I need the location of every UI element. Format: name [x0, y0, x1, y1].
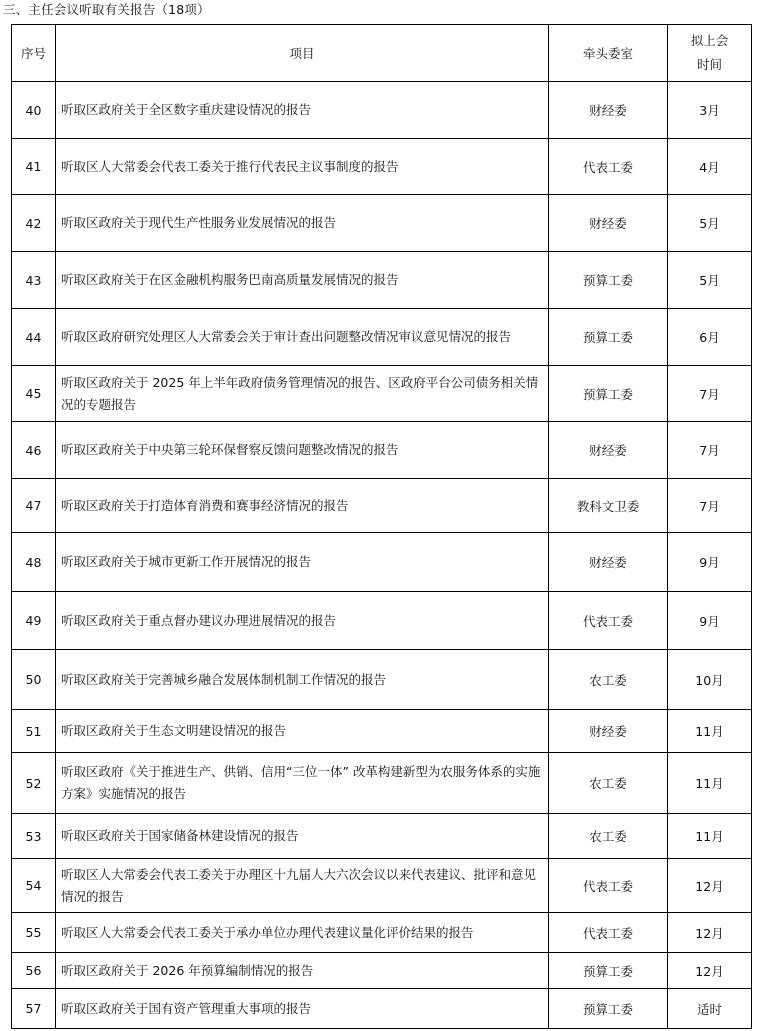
- header-dept: 牵头委室: [549, 25, 668, 82]
- table-header-row: [12, 25, 752, 82]
- table-row: [12, 139, 752, 195]
- table-row: [12, 82, 752, 139]
- row-num: 44: [12, 309, 56, 366]
- row-time: 11月: [668, 710, 752, 753]
- table-row: [12, 592, 752, 650]
- row-num: 40: [12, 82, 56, 139]
- row-num: 41: [12, 139, 56, 195]
- row-dept: 财经委: [549, 710, 668, 753]
- table-row: [12, 479, 752, 533]
- row-time: 5月: [668, 252, 752, 309]
- row-dept: 预算工委: [549, 366, 668, 422]
- table-row: [12, 913, 752, 953]
- row-time: 7月: [668, 366, 752, 422]
- row-item: 听取区政府关于重点督办建议办理进展情况的报告: [56, 592, 549, 650]
- row-dept: 农工委: [549, 814, 668, 859]
- row-item: 听取区政府关于国家储备林建设情况的报告: [56, 814, 549, 859]
- row-num: 52: [12, 753, 56, 814]
- row-item: 听取区人大常委会代表工委关于承办单位办理代表建议量化评价结果的报告: [56, 913, 549, 953]
- row-dept: 教科文卫委: [549, 479, 668, 533]
- row-num: 56: [12, 953, 56, 989]
- table-row: [12, 859, 752, 913]
- row-item: 听取区人大常委会代表工委关于推行代表民主议事制度的报告: [56, 139, 549, 195]
- table-row: [12, 366, 752, 422]
- row-num: 45: [12, 366, 56, 422]
- row-item: 听取区政府关于生态文明建设情况的报告: [56, 710, 549, 753]
- row-dept: 预算工委: [549, 252, 668, 309]
- row-dept: 代表工委: [549, 859, 668, 913]
- row-time: 11月: [668, 753, 752, 814]
- row-time: 3月: [668, 82, 752, 139]
- row-dept: 代表工委: [549, 592, 668, 650]
- row-item: 听取区政府关于打造体育消费和赛事经济情况的报告: [56, 479, 549, 533]
- row-num: 48: [12, 533, 56, 592]
- row-time: 适时: [668, 989, 752, 1029]
- row-item: 听取区政府研究处理区人大常委会关于审计查出问题整改情况审议意见情况的报告: [56, 309, 549, 366]
- table-row: [12, 533, 752, 592]
- table-row: [12, 650, 752, 710]
- header-item: 项目: [56, 25, 549, 82]
- row-item: 听取区政府关于全区数字重庆建设情况的报告: [56, 82, 549, 139]
- row-item: 听取区人大常委会代表工委关于办理区十九届人大六次会议以来代表建议、批评和意见情况的报告: [56, 859, 549, 913]
- row-item: 听取区政府关于城市更新工作开展情况的报告: [56, 533, 549, 592]
- table-row: [12, 753, 752, 814]
- row-time: 6月: [668, 309, 752, 366]
- table-row: [12, 195, 752, 252]
- row-item: 听取区政府关于现代生产性服务业发展情况的报告: [56, 195, 549, 252]
- row-item: 听取区政府关于完善城乡融合发展体制机制工作情况的报告: [56, 650, 549, 710]
- header-num: 序号: [12, 25, 56, 82]
- row-dept: 代表工委: [549, 913, 668, 953]
- row-item: 听取区政府关于在区金融机构服务巴南高质量发展情况的报告: [56, 252, 549, 309]
- row-num: 42: [12, 195, 56, 252]
- table-row: [12, 814, 752, 859]
- row-dept: 财经委: [549, 422, 668, 479]
- row-dept: 预算工委: [549, 953, 668, 989]
- row-item: 听取区政府关于国有资产管理重大事项的报告: [56, 989, 549, 1029]
- header-time-line2: 时间: [696, 57, 722, 72]
- row-time: 11月: [668, 814, 752, 859]
- header-time: [668, 25, 752, 82]
- table-row: [12, 252, 752, 309]
- row-time: 9月: [668, 533, 752, 592]
- row-time: 12月: [668, 859, 752, 913]
- row-num: 50: [12, 650, 56, 710]
- row-dept: 财经委: [549, 195, 668, 252]
- row-time: 12月: [668, 913, 752, 953]
- row-time: 5月: [668, 195, 752, 252]
- report-table: [11, 24, 752, 1029]
- table-row: [12, 422, 752, 479]
- table-row: [12, 953, 752, 989]
- table-row: [12, 710, 752, 753]
- table-row: [12, 989, 752, 1029]
- row-dept: 农工委: [549, 753, 668, 814]
- row-num: 55: [12, 913, 56, 953]
- row-num: 49: [12, 592, 56, 650]
- row-time: 9月: [668, 592, 752, 650]
- row-item: 听取区政府关于 2025 年上半年政府债务管理情况的报告、区政府平台公司债务相关情况的专题报告: [56, 366, 549, 422]
- section-title: 三、主任会议听取有关报告（18项）: [3, 2, 210, 17]
- row-item: 听取区政府关于 2026 年预算编制情况的报告: [56, 953, 549, 989]
- row-num: 47: [12, 479, 56, 533]
- row-num: 43: [12, 252, 56, 309]
- row-time: 7月: [668, 479, 752, 533]
- row-dept: 财经委: [549, 533, 668, 592]
- row-num: 54: [12, 859, 56, 913]
- row-num: 53: [12, 814, 56, 859]
- row-dept: 预算工委: [549, 989, 668, 1029]
- row-item: 听取区政府关于中央第三轮环保督察反馈问题整改情况的报告: [56, 422, 549, 479]
- row-time: 12月: [668, 953, 752, 989]
- row-num: 46: [12, 422, 56, 479]
- row-dept: 代表工委: [549, 139, 668, 195]
- header-time-line1: 拟上会: [690, 33, 729, 48]
- row-dept: 预算工委: [549, 309, 668, 366]
- row-dept: 农工委: [549, 650, 668, 710]
- row-num: 57: [12, 989, 56, 1029]
- row-time: 7月: [668, 422, 752, 479]
- row-num: 51: [12, 710, 56, 753]
- table-row: [12, 309, 752, 366]
- row-item: 听取区政府《关于推进生产、供销、信用“三位一体” 改革构建新型为农服务体系的实施方案》实施情况的报告: [56, 753, 549, 814]
- row-time: 10月: [668, 650, 752, 710]
- row-dept: 财经委: [549, 82, 668, 139]
- row-time: 4月: [668, 139, 752, 195]
